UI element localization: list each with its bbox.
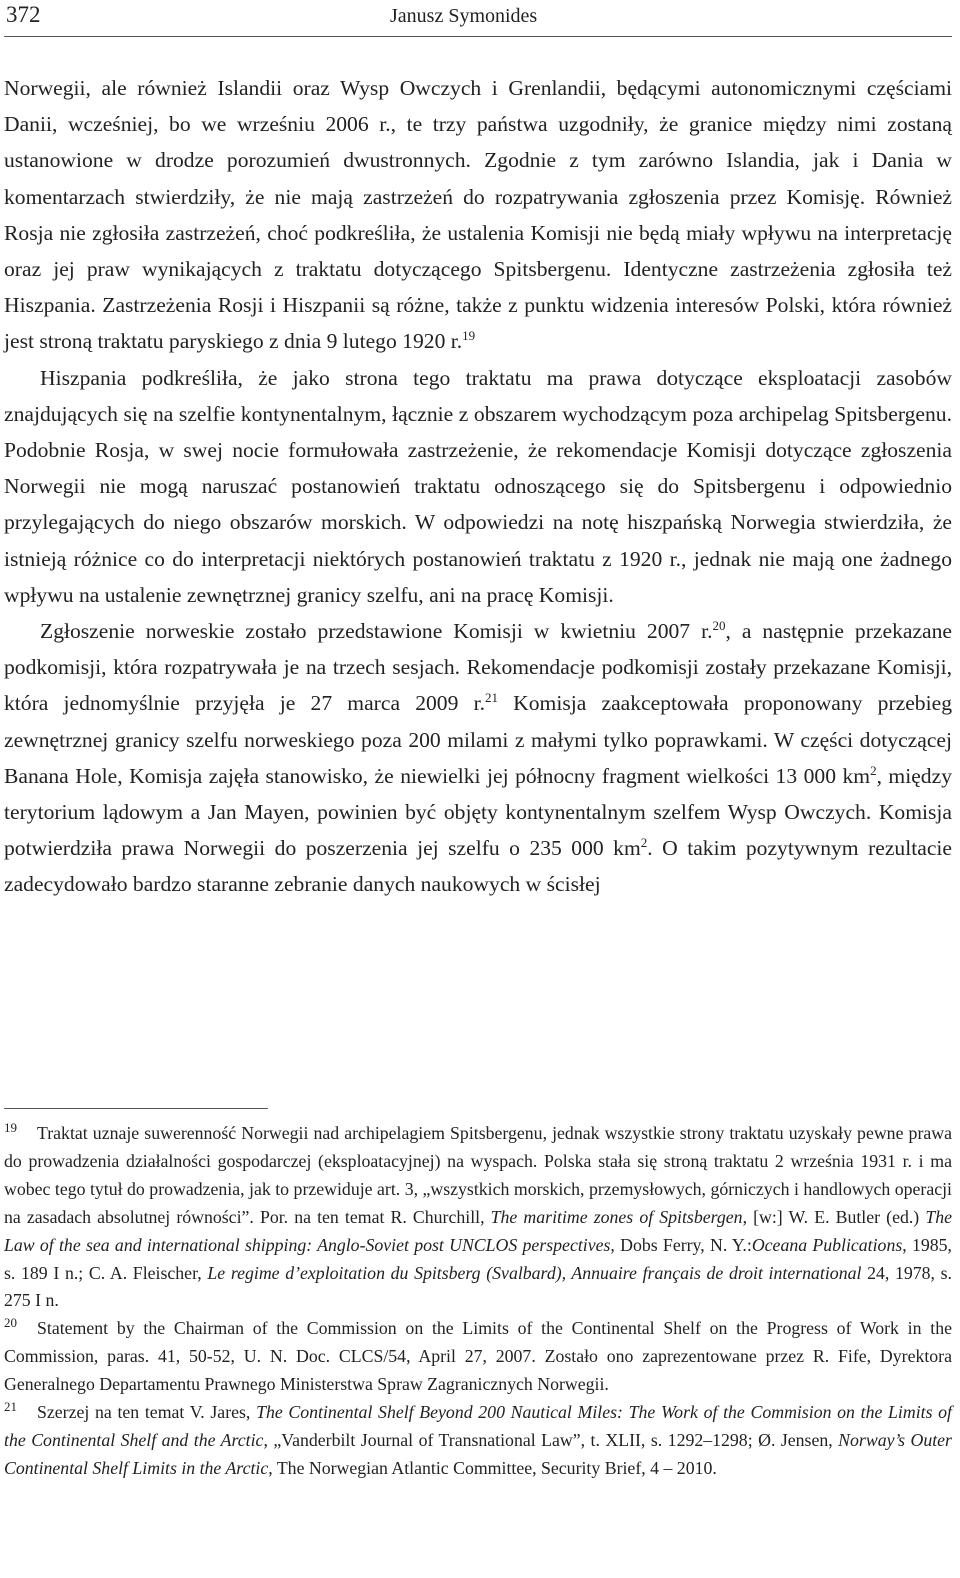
header-rule <box>4 36 952 37</box>
footnote-number: 20 <box>4 1315 17 1331</box>
text-run: Traktat uznaje suwerenność Norwegii nad archipelagiem Spitsbergenu, jednak wszystkie strony traktatu uzyskały pewne prawa do prowadzenia działalności gospodarczej (eksploatacyjnej) na wyspach. Polska stała się stroną traktatu 2 września 1931 r. i ma wobec tego tytuł do prowadzenia, jak to przewiduje art. 3, „wszystkich morskich, przemysłowych, górniczych i handlowych operacji na zasadach absolutnej równości”. Por. na ten temat R. Churchill, <box>4 1123 952 1227</box>
text-run: Norwegii, ale również Islandii oraz Wysp Owczych i Grenlandii, będącymi autonomicznymi częściami Danii, wcześniej, bo we wrześniu 2006 r., te trzy państwa uzgodniły, że granice między nimi zostaną ustanowione w drodze porozumień dwustronnych. Zgodnie z tym zarówno Islandia, jak i Dania w komentarzach stwierdziły, że nie mają zastrzeżeń do rozpatrywania zgłoszenia przez Komisję. Również Rosja nie zgłosiła zastrzeżeń, choć podkreśliła, że ustalenia Komisji nie będą miały wpływu na interpretację oraz jej praw wynikających z traktatu dotyczącego Spitsbergenu. Identyczne zastrzeżenia zgłosiła też Hiszpania. Zastrzeżenia Rosji i Hiszpanii są różne, także z punktu widzenia interesów Polski, która również jest stroną traktatu paryskiego z dnia 9 lutego 1920 r. <box>4 76 952 354</box>
italic-title: The Continental Shelf Beyond 200 Nautical Miles: The Work of the Commision on the Limits of the Continental Shelf and the Arctic <box>4 1402 953 1450</box>
page-header <box>0 0 960 36</box>
italic-title: Oceana Publications <box>751 1234 903 1255</box>
italic-title: The maritime zones of Spitsbergen <box>490 1206 743 1227</box>
footnote-19 <box>4 1120 952 1315</box>
footnote-20 <box>4 1315 952 1399</box>
text-run: . O takim pozytywnym rezultacie zadecydowało bardzo staranne zebranie danych naukowych w ścisłej <box>4 836 952 897</box>
text-run: , 1985, s. 189 I n.; C. A. Fleischer, <box>4 1234 952 1283</box>
paragraph-2 <box>4 360 952 613</box>
body-text <box>4 70 952 903</box>
text-run: Hiszpania podkreśliła, że jako strona tego traktatu ma prawa dotyczące eksploatacji zasobów znajdujących się na szelfie kontynentalnym, łącznie z obszarem wychodzącym poza archipelag Spitsbergenu. Podobnie Rosja, w swej nocie formułowała zastrzeżenie, że rekomendacje Komisji dotyczące zgłoszenia Norwegii nie mogą naruszać postanowień traktatu odnoszącego się do Spitsbergenu i odpowiednio przylegających do niego obszarów morskich. W odpowiedzi na notę hiszpańską Norwegia stwierdziła, że istnieją różnice co do interpretacji niektórych postanowień traktatu z 1920 r., jednak nie mają one żadnego wpływu na ustalenie zewnętrznej granicy szelfu, ani na pracę Komisji. <box>4 365 952 607</box>
text-run: Zgłoszenie norweskie zostało przedstawione Komisji w kwietniu 2007 r. <box>40 619 713 644</box>
italic-title: Le regime d’exploitation du Spitsberg (Svalbard), Annuaire français de droit international <box>207 1262 862 1283</box>
text-run: Statement by the Chairman of the Commission on the Limits of the Continental Shelf on the Progress of Work in the Commission, paras. 41, 50-52, U. N. Doc. CLCS/54, April 27, 2007. Zostało ono zaprezentowane przez R. Fife, Dyrektora Generalnego Departamentu Prawnego Ministerstwa Spraw Zagranicznych Norwegii. <box>4 1318 952 1395</box>
footnote-text <box>4 1402 952 1478</box>
footnote-21 <box>4 1399 952 1483</box>
footnote-text <box>4 1123 952 1310</box>
footnote-reference: 19 <box>462 328 476 344</box>
footnote-number: 21 <box>4 1399 17 1415</box>
footnote-text <box>4 1318 952 1394</box>
italic-title: Norway’s Outer Continental Shelf Limits in the Arctic <box>4 1429 952 1478</box>
running-head: Janusz Symonides <box>390 5 538 27</box>
page-number: 372 <box>6 2 41 27</box>
text-run: , a następnie przekazane podkomisji, która rozpatrywała je na trzech sesjach. Rekomendacje podkomisji zostały przekazane Komisji, która jednomyślnie przyjęła je 27 marca 2009 r. <box>4 619 952 716</box>
superscript: 2 <box>870 762 877 778</box>
paragraph-1 <box>4 70 952 360</box>
text-run: , The Norwegian Atlantic Committee, Security Brief, 4 – 2010. <box>268 1457 717 1478</box>
footnote-reference: 21 <box>484 690 498 706</box>
text-run: , [w:] W. E. Butler (ed.) <box>742 1206 926 1227</box>
text-run: Szerzej na ten temat V. Jares, <box>37 1402 257 1423</box>
footnotes <box>4 1120 952 1483</box>
italic-title: The Law of the sea and international shipping: Anglo-Soviet post UNCLOS perspectives <box>4 1206 952 1255</box>
footnote-rule <box>4 1108 268 1109</box>
text-run: 24, 1978, s. 275 I n. <box>4 1262 953 1311</box>
text-run: , między terytorium lądowym a Jan Mayen, powinien być objęty kontynentalnym szelfem Wysp Owczych. Komisja potwierdziła prawa Norwegii do poszerzenia jej szelfu o 235 000 km <box>4 763 952 861</box>
text-run: Komisja zaakceptowała proponowany przebieg zewnętrznej granicy szelfu norweskiego poza 200 milami z małymi tylko poprawkami. W części dotyczącej Banana Hole, Komisja zajęła stanowisko, że niewielki jej północny fragment wielkości 13 000 km <box>4 691 952 788</box>
text-run: , Dobs Ferry, N. Y.: <box>610 1234 752 1255</box>
footnote-number: 19 <box>4 1120 17 1136</box>
paragraph-3 <box>4 613 952 903</box>
footnote-reference: 20 <box>712 617 726 633</box>
text-run: , „Vanderbilt Journal of Transnational Law”, t. XLII, s. 1292–1298; Ø. Jensen, <box>263 1429 839 1450</box>
superscript: 2 <box>640 835 648 851</box>
